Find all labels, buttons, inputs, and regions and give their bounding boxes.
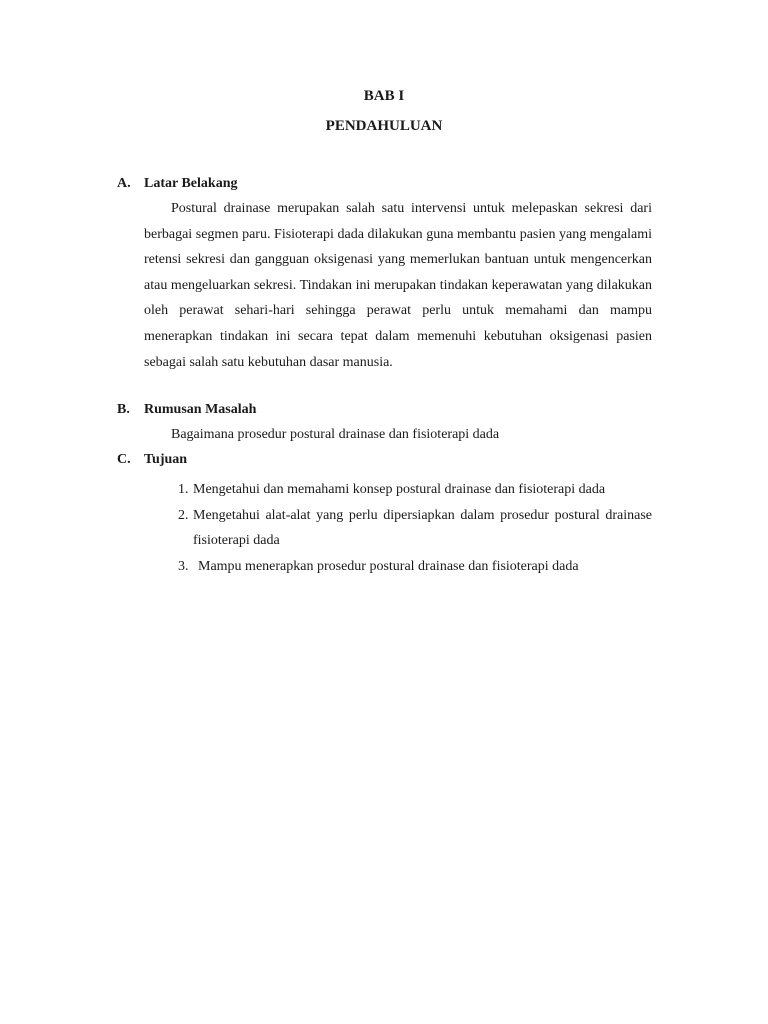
list-item	[178, 554, 652, 580]
list-item-number: 1.	[178, 482, 189, 497]
section-letter: B.	[117, 402, 130, 417]
list-item-number: 3.	[178, 558, 189, 574]
list-item-text: Mampu menerapkan prosedur postural drainase dan fisioterapi dada	[198, 558, 579, 574]
background-paragraph: Postural drainase merupakan salah satu intervensi untuk melepaskan sekresi dari berbagai segmen paru. Fisioterapi dada dilakukan guna membantu pasien yang mengalami retensi sekresi dan gangguan oksigenasi yang memerlukan bantuan untuk mengencerkan atau mengeluarkan sekresi. Tindakan ini merupakan tindakan keperawatan yang dilakukan oleh perawat sehari-hari sehingga perawat perlu untuk memahami dan mampu menerapkan tindakan ini secara tepat dalam memenuhi kebutuhan oksigenasi pasien sebagai salah satu kebutuhan dasar manusia.	[144, 201, 652, 370]
section-heading-text: Rumusan Masalah	[144, 402, 257, 417]
section-heading-tujuan	[117, 452, 187, 468]
section-letter: A.	[117, 176, 131, 191]
objectives-list	[178, 477, 652, 579]
problem-statement: Bagaimana prosedur postural drainase dan fisioterapi dada	[171, 427, 500, 442]
section-letter: C.	[117, 452, 131, 467]
list-item-text: Mengetahui dan memahami konsep postural drainase dan fisioterapi dada	[193, 482, 606, 497]
section-heading-rumusan-masalah	[117, 402, 256, 418]
list-item-text: Mengetahui alat-alat yang perlu dipersiapkan dalam prosedur postural drainase fisioterapi dada	[193, 507, 652, 549]
section-heading-latar-belakang	[117, 176, 237, 192]
chapter-title: PENDAHULUAN	[325, 118, 443, 134]
list-item-number: 2.	[178, 507, 189, 523]
section-heading-text: Tujuan	[144, 452, 188, 467]
list-item	[178, 477, 652, 503]
list-item	[178, 503, 652, 554]
chapter-number: BAB I	[363, 88, 405, 104]
section-heading-text: Latar Belakang	[144, 176, 238, 191]
